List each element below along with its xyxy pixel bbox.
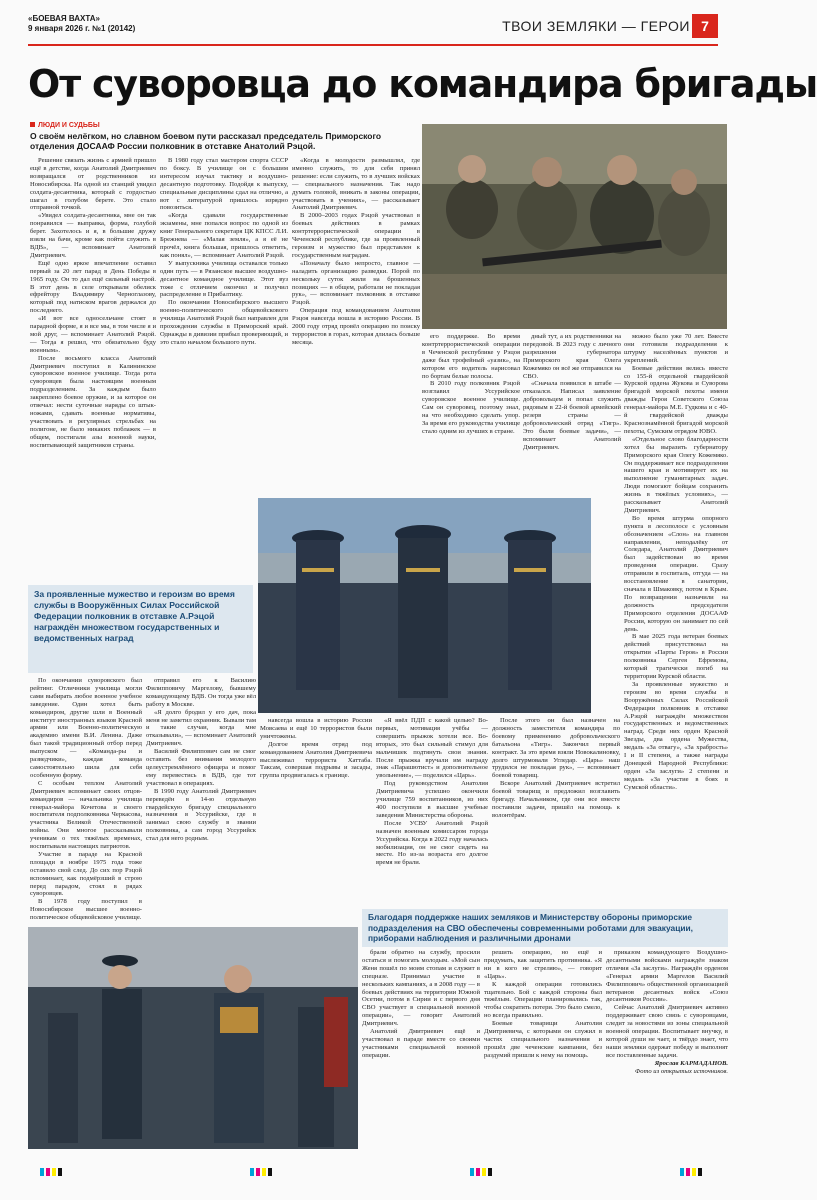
paragraph: К каждой операции готовились тщательно. Бой с каждой стороны был тяжёлым. Операции планировались так, чтобы сократить потери. Это было смело, но всегда правильно. <box>484 980 602 1020</box>
paper-name: «БОЕВАЯ ВАХТА» <box>28 14 100 23</box>
headline: От суворовца до командира бригады <box>28 62 817 106</box>
column-b1 <box>362 949 480 1154</box>
masthead <box>28 14 135 34</box>
page-number: 7 <box>692 14 718 38</box>
photo-parade-art <box>258 498 591 713</box>
reg-mark <box>46 1168 50 1176</box>
paragraph: У выпускника училища оставался только один путь — в Рязанское высшее воздушно-десантное командное училище. Этот вуз тоже с отличием окончил и получил распределение в Прибалтику. <box>160 259 288 299</box>
column-m1 <box>30 677 142 923</box>
photo-parade <box>258 498 591 713</box>
paragraph: «И вот все односельчане стоят в парадной форме, я и все мы, в том числе я и мой друг, — вспоминает Анатолий Рэцой. — Тогда я решил, что обязательно буду военным». <box>30 315 156 354</box>
reg-mark <box>52 1168 56 1176</box>
paragraph: брали обратно на службу, просили остаться и помогать молодым. «Мой сын Женя пошёл по моим стопам и служит в спецназе. Принимал участие в нескольких кампаниях, а в 2008 году — в боевых действиях на территории Южной Осетии, потом в Сирии и с первого дня СВО участвует в специальной военной операции», — говорит Анатолий Дмитриевич. <box>362 949 480 1028</box>
lead-paragraph: О своём нелёгком, но славном боевом пути рассказал председатель Приморского отделения ДОСААФ России полковник в отставке Анатолий Рэцой. <box>30 131 382 151</box>
paragraph: В 2010 году полковник Рэцой возглавил Уссурийское суворовское военное училище. Сам он суворовец, поэтому знал, на что необходимо сделать упор. За время его руководства училище стало одним из лучших в стране. <box>422 380 520 435</box>
header-rule <box>28 44 718 46</box>
photo-award-ceremony <box>28 927 358 1149</box>
column-5 <box>523 333 621 493</box>
paragraph: В 2000–2003 годах Рэцой участвовал в боевых действиях в рамках контртеррористической операции в Чеченской республике, где за проявленный героизм и мужество был представлен к государственным наградам. <box>292 212 420 259</box>
reg-mark <box>686 1168 690 1176</box>
paragraph: «Сначала появился в штабе — отказался. Написал заявление добровольцем и попал служить рядовым в 22-й боевой армейский резерв страны — добровольческий отряд «Тигр». Это были боевые задачи», — вспоминает Анатолий Дмитриевич. <box>523 380 621 451</box>
column-4 <box>422 333 520 493</box>
reg-mark <box>476 1168 480 1176</box>
reg-mark <box>58 1168 62 1176</box>
issue-date: 9 января 2026 г. №1 (20142) <box>28 24 136 33</box>
paragraph: В 1980 году стал мастером спорта СССР по боксу. В училище он с большим интересом изучал тактику и воздушно-десантную подготовку. Подойдя к выпуску, специальные дисциплины сдал на отлично, а вот с литературой пришлось изрядно повозиться. <box>160 157 288 212</box>
paragraph: «Поначалу было непросто, главное — наладить организацию разведки. Порой по нескольку суток жили на брошенных позициях — в общем, работали не покладая рук», — вспоминает полковник в отставке Рэцой. <box>292 259 420 307</box>
column-b3 <box>606 949 728 1154</box>
reg-mark <box>698 1168 702 1176</box>
reg-mark <box>482 1168 486 1176</box>
column-m2 <box>146 677 256 923</box>
reg-mark <box>680 1168 684 1176</box>
paragraph: его поддержке. Во время контртеррористической операции в Чеченской республике у Рэцоя даже был трофейный «уазик», на котором его водитель нарисовал по бортам белые полосы. <box>422 333 520 380</box>
paragraph: После УСВУ Анатолий Рэцой назначен военным комиссаром города Уссурийска. Когда в 2022 году началась мобилизация, он не смог сидеть на месте. Но из-за возраста его долгое время не брали. <box>376 819 488 867</box>
paragraph: приказом командующего Воздушно-десантными войсками награждён знаком отличия «За заслуги». Награждён орденом «Генерал армии Маргелов Василий Филиппович» общественной организацией ветеранов десантных войск «Союз десантников России». <box>606 949 728 1004</box>
paragraph: Ещё одно яркое впечатление оставил первый за 20 лет парад в День Победы в 1965 году. Он то дал ещё сильный настрой. В этот день в селе открывали обелиск ефрейтору Владимиру Черноглазову, который под натиском врагов держался до последнего. <box>30 259 156 315</box>
column-m3 <box>260 717 372 905</box>
author-signature: Ярослав КАРМАДАНОВ. <box>654 1059 728 1067</box>
awards-highlight-box: За проявленные мужество и героизм во время службы в Вооружённых Силах Российской Федерации полковник в отставке А.Рэцой награждён множеством государственных и ведомственных наград <box>28 585 253 673</box>
column-b2 <box>484 949 602 1154</box>
paragraph: Участие в параде на Красной площади в ноябре 1975 года тоже оставило свой след. До сих пор Рэцой вспоминает, как подмёрзший в строю перед парадом, стоял в рядах суворовцев. <box>30 850 142 898</box>
paragraph: После этого он был назначен на должность заместителя командира по боевому применению добровольческого батальона «Тигр». Закончил первый контракт. За это время взяли Новокалиновку, долго штурмовали Угледар. «Царь» наш трудился не покладая рук», — вспоминает боевой товарищ. <box>492 717 620 780</box>
reg-mark <box>40 1168 44 1176</box>
paragraph: Долгое время отряд под командованием Анатолия Дмитриевича выслеживал террориста Хаттаба. Таксам, совершая подрывы и засады, группа продвигалась к границе. <box>260 740 372 780</box>
registration-marks <box>0 1168 735 1178</box>
reg-mark <box>692 1168 696 1176</box>
paragraph: По окончании суворовского был рейтинг. Отличники училища могли сами выбирать любое военное учебное заведение. Один хотел быть командиром, другие шли в Военный институт иностранных языков Красной армии или Военно-политическую академию имени В.И. Ленина. Даже был такой традиционный отбор перед выпуском — «Команда-ры и разведчики», каждая команда самостоятельно шила для себя особенную форму. <box>30 677 142 779</box>
paragraph: Боевые товарищи Анатолия Дмитриевича, с которыми он служил в частях специального назначения и прошёл две чеченские кампании, без раздумий пришли к нему на помощь. <box>484 1020 602 1059</box>
column-6 <box>624 333 728 905</box>
support-band-title: Благодаря поддержке наших земляков и Министерству обороны приморские подразделения на СВО обеспечены современными роботами для эвакуации, приборами наблюдения и различными дронами <box>362 909 728 947</box>
paragraph: решить операцию, но ещё и придумать, как защитить противника. «Я ни в кого не стреляю», — говорит «Царь». <box>484 949 602 980</box>
reg-mark <box>268 1168 272 1176</box>
paragraph: С особым теплом Анатолий Дмитриевич вспоминает своих отцов-командиров — начальника училища генерал-майора Кочетова и своего воспитателя подполковника Черкасова, участника Великой Отечественной войны. Они многое рассказывали ученикам о тех тяжёлых временах, воспитывали настоящих патриотов. <box>30 779 142 851</box>
paragraph: «Когда в молодости размышлял, где именно служить, то для себя принял решение: если служить, то в лучших войсках — специального назначения. Так надо думать головой, вникать в законы операции, участвовать в учениях», — рассказывает Анатолий Дмитриевич. <box>292 157 420 212</box>
paragraph: Во время штурма опорного пункта в лесополосе с условным обозначением «Слон» на главном направлении, неподалёку от Соледара, Анатолий Дмитриевич был задействован во время проведения операции. Сразу отправили в госпиталь, отгуда — на восстановление в санатории, сначала в Шмаковку, потом в Крым. По возвращении назначили на должность председателя Приморского отделения ДОСААФ России, которую он занимает по сей день. <box>624 514 728 633</box>
paragraph: В мае 2025 года ветеран боевых действий присутствовал на открытии «Парты Героя» в России полковника Сергея Ефремова, который трагически погиб на территории Курской области. <box>624 633 728 680</box>
paragraph: Под руководством Анатолия Дмитриевича успешно окончили училище 759 воспитанников, из них 400 поступили в высшие учебные заведения Министерства обороны. <box>376 780 488 819</box>
paragraph: отправил его к Василию Филипповичу Маргелову, бывшему командующему ВДВ. Он тогда уже вёл работу в Москве. <box>146 677 256 708</box>
column-2 <box>160 157 288 495</box>
paragraph: «Я долго бродил у его дач, пока меня не заметил охранник. Бывали там и такие случаи, когда мне отказывали», — вспоминает Анатолий Дмитриевич. <box>146 708 256 748</box>
photo-award-ceremony-art <box>28 927 358 1149</box>
paragraph: В 1990 году Анатолий Дмитриевич переведён в 14-ю отдельную гвардейскую бригаду специального назначения в Уссурийске, где в занимал свою службу в звании полковника, а сам город Уссурийск стал для него родным. <box>146 787 256 843</box>
paragraph: Сейчас Анатолий Дмитриевич активно поддерживает свою связь с суворовцами, следит за новостями из зоны специальной военной операции. Воспитывает внучку, в которой души не чает, и твёрдо знает, что наши земляки одержат победу и выполнят все поставленные задачи. <box>606 1004 728 1059</box>
paragraph: «Отдельное слово благодарности хотел бы выразить губернатору Приморского края Олегу Кожемяко. Он поддерживает все подразделения нашего края и мотивирует их на выполнение гуманитарных задач. Люди помогают бойцам сохранить жизнь в тяжёлых условиях», — рассказывает Анатолий Дмитриевич. <box>624 435 728 514</box>
column-3 <box>292 157 420 495</box>
paragraph: За проявленные мужество и героизм во время службы в Вооружённых Силах Российской Федерации полковник в отставке А.Рэцой награждён множеством государственных и ведомственных наград. Среди них орден Красной Звезды, два ордена Мужества, медаль «За отвагу», «За храбрость» I и II степени, а также награды Донецкой Народной Республики: орден «За заслуги» 2 степени и медаль «За участие в боях в Сумской области». <box>624 680 728 791</box>
paragraph: Боевые действия велись вместе со 155-й отдельной гвардейской Курской ордена Жукова и Суворова бригадой морской пехоты имени дважды Героя Советского Союза генерал-майора М.Е. Гудкова и с 40-й гвардейской дважды Краснознамённой бригадой морской пехоты, Сумским отрядом ЮВО. <box>624 364 728 435</box>
page-header <box>28 14 718 44</box>
rubric-label: ЛЮДИ И СУДЬБЫ <box>30 122 100 129</box>
paragraph: «Когда сдавали государственные экзамены, мне попался вопрос по одной из книг Генерального секретаря ЦК КПСС Л.И. Брежнева — «Малая земля», а я её не прочёл, книга большая, пришлось ответить, как понял», — вспоминает Анатолий Рэцой. <box>160 212 288 259</box>
reg-mark <box>488 1168 492 1176</box>
column-m4 <box>376 717 488 905</box>
reg-mark <box>256 1168 260 1176</box>
paragraph: можно было уже 70 лет. Вместе они готовили подразделения к штурму населённых пунктов и укреплений. <box>624 333 728 364</box>
reg-mark <box>262 1168 266 1176</box>
column-1 <box>30 157 156 579</box>
reg-mark <box>250 1168 254 1176</box>
paragraph: Вскоре Анатолий Дмитриевич встретил боевой товарищ и предложил возглавить бригаду. Начальником, где они все вместе поставили задачи, пришёл на помощь к волонтёрам. <box>492 780 620 819</box>
paragraph: навсегда вошла в историю России Мовсаева и ещё 10 террористов были уничтожены. <box>260 717 372 740</box>
paragraph: Василий Филиппович сам не смог оставить без внимания молодого целеустремлённого офицера и помог ему перевестись в ВДВ, где тот участвовал в операциях. <box>146 748 256 787</box>
paragraph: «Я ввёл ПДП с какой целью? Во-первых, мотивация учёбы — совершить прыжок хотели все. Во-вторых, это был сильный стимул для мальчишек подтянуть свои знания. После прыжка вручали им награду знак «Парашютист» и дополнительное увольнение», — поделился «Царь». <box>376 717 488 780</box>
paragraph: «Увидел солдата-десантника, мне он так понравился — выправка, форма, голубой берет. Захотелось и я, в большие дружу взяли на бачи, кроме как пойти служить в ВДВ», — вспоминает Анатолий Дмитриевич. <box>30 212 156 259</box>
paragraph: По окончании Новосибирского высшего военно-политического общевойскового училища Анатолий Рэцой был направлен для прохождения службы в Приморский край. Однажды в дивизии прибыл проверяющий, и это стало началом большого пути. <box>160 299 288 346</box>
section-title: ТВОИ ЗЕМЛЯКИ — ГЕРОИ <box>502 18 690 34</box>
paragraph: После восьмого класса Анатолий Дмитриевич поступил в Калининское суворовское военное училище. Тогда рота суворовцев была настоящим военным подразделением. За каждым было закреплено боевое оружие, и за которое он отвечал: нести суточные наряды со штык-ножами, сдавать военные нормативы, участвовать в регулярных стрельбах на полигоне, не было никаких поблажек — в общем, постигали азы военной науки, воспитывающей защитников страны. <box>30 354 156 449</box>
paragraph: Решение связать жизнь с армией пришло ещё в детстве, когда Анатолий Дмитриевич возвращался от родственников из Новосибирска. На одной из станций увидел солдата-десантника, который с гордостью шагал в голубом берете. Это стало отправной точкой. <box>30 157 156 212</box>
paragraph: Операция под командованием Анатолия Рэцоя навсегда вошла в историю России. В 2000 году отряд провёл операцию по поиску террористов в горах, которая длилась больше месяца. <box>292 307 420 346</box>
paragraph: дный тут, а их родственники на передовой. В 2023 году с личного разрешения губернатора Приморского края Олега Кожемяко он всё же отправился на СВО. <box>523 333 621 380</box>
paragraph: Анатолий Дмитриевич ещё и участвовал в параде вместе со своими участниками специальной военной операции. <box>362 1028 480 1059</box>
reg-mark <box>470 1168 474 1176</box>
photo-soldier-group <box>422 124 727 329</box>
paragraph: В 1978 году поступил в Новосибирское высшее военно-политическое общевойсковое училище. <box>30 898 142 922</box>
photo-soldier-group-art <box>422 124 727 329</box>
column-m5 <box>492 717 620 905</box>
photo-credit: Фото из открытых источников. <box>635 1067 728 1075</box>
